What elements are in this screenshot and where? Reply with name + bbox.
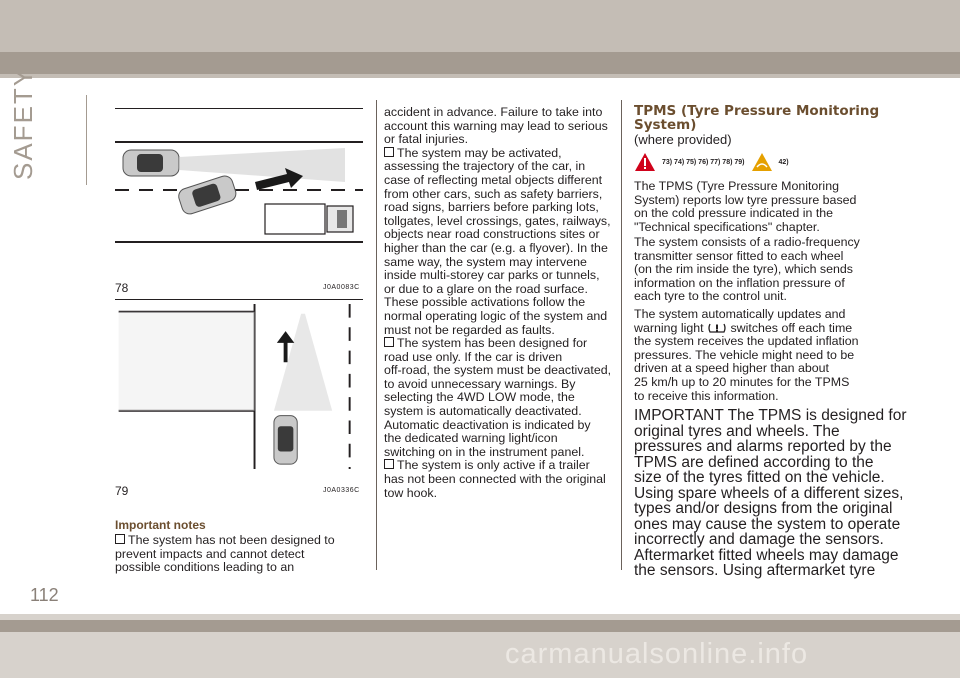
warning-refs-2: 42) [778, 158, 789, 166]
text-line: These possible activations follow the [384, 295, 586, 310]
bullet-checkbox-icon [384, 147, 394, 157]
figure-79-code: J0A0336C [323, 487, 360, 494]
figure-78-illustration [115, 112, 363, 277]
tpms-para-1 [634, 180, 924, 234]
text-line: pressures and alarms reported by the [634, 438, 892, 455]
text-line: tollgates, level crossings, gates, railways, [384, 213, 611, 228]
text-line: Automatic deactivation is indicated by [384, 417, 591, 432]
figure-79-top-rule [115, 299, 363, 300]
section-label-rule [86, 95, 87, 185]
heading-line: TPMS (Tyre Pressure Monitoring [634, 103, 880, 119]
text-line: transmitter sensor fitted to each wheel [634, 248, 844, 263]
warning-triangle-icon [634, 152, 656, 172]
text-line: same way, the system may intervene [384, 254, 587, 269]
text-line: System) reports low tyre pressure based [634, 192, 857, 207]
tpms-heading [634, 104, 924, 132]
text-line: driven at a speed higher than about [634, 361, 829, 376]
figure-79-number: 79 [115, 484, 129, 498]
figure-78-code: J0A0083C [323, 284, 360, 291]
text-line: must not be regarded as faults. [384, 322, 555, 337]
text-line: objects near road constructions sites or [384, 227, 600, 242]
text-line: switching on in the instrument panel. [384, 444, 585, 459]
tpms-para-3 [634, 308, 924, 403]
important-notes-heading: Important notes [115, 518, 206, 532]
text-line: account this warning may lead to serious [384, 118, 608, 133]
figure-78-top-rule [115, 108, 363, 109]
tpms-warning-light-icon [707, 322, 727, 334]
text-line: the dedicated warning light/icon [384, 431, 558, 446]
figure-78-number: 78 [115, 281, 129, 295]
warning-refs-1: 73) 74) 75) 76) 77) 78) 79) [662, 158, 745, 166]
text-line: assessing the trajectory of the car, in [384, 159, 586, 174]
figure-79-illustration [115, 304, 363, 469]
page-number: 112 [30, 585, 59, 605]
bullet-4: The system is only active if a trailer [384, 459, 620, 473]
text-line: case of reflecting metal objects different [384, 172, 603, 187]
warning-references [634, 150, 789, 174]
text-line: the system receives the updated inflation [634, 334, 859, 349]
text-line: road use only. If the car is driven [384, 349, 563, 364]
text-line: 25 km/h up to 20 minutes for the TPMS [634, 374, 850, 389]
text-line: to receive this information. [634, 388, 779, 403]
text-line: Aftermarket fitted wheels may damage [634, 546, 899, 564]
caution-triangle-icon [751, 152, 773, 172]
text-line: off-road, the system must be deactivated, [384, 363, 612, 378]
text-line: road signs, barriers before parking lots, [384, 200, 599, 215]
text-line: Using spare wheels of a different sizes, [634, 484, 904, 502]
text-line: warning light switches off each time [634, 320, 853, 335]
text-line: on the cold pressure indicated in the [634, 206, 834, 221]
text-line: IMPORTANT The TPMS is designed for [634, 407, 907, 424]
text-line: has not been connected with the original [384, 472, 606, 487]
bullet-3: The system has been designed for [384, 337, 620, 351]
text-line: The system automatically updates and [634, 307, 846, 321]
text-line: or due to a glare on the road surface. [384, 281, 588, 296]
text-line: ones may cause the system to operate [634, 515, 901, 533]
top-band-stripe [0, 52, 960, 74]
text-line: each tyre to the control unit. [634, 289, 787, 304]
text-line: system is automatically deactivated. [384, 404, 582, 419]
text-line: pressures. The vehicle might need to be [634, 347, 855, 362]
text-line: size of the tyres fitted on the vehicle. [634, 469, 885, 486]
bullet-1: The system has not been designed to [115, 534, 370, 548]
text-line: from other cars, such as safety barriers, [384, 186, 603, 201]
watermark: carmanualsonline.info [505, 638, 809, 670]
text-line: incorrectly and damage the sensors. [634, 531, 884, 548]
text-line: TPMS are defined according to the [634, 453, 874, 471]
text-line: higher than the car (e.g. a flyover). In the [384, 240, 608, 255]
text-line: possible conditions leading to an [115, 560, 295, 575]
text-line: inside multi-storey car parks or tunnels, [384, 268, 600, 283]
text-line: original tyres and wheels. The [634, 422, 840, 440]
bullet-2: The system may be activated, [384, 147, 620, 161]
column-divider-1 [376, 100, 377, 570]
text-line: information on the inflation pressure of [634, 275, 845, 290]
bullet-checkbox-icon [115, 534, 125, 544]
text-line: The system consists of a radio-frequency [634, 235, 860, 249]
text-line: prevent impacts and cannot detect [115, 546, 305, 561]
tpms-para-2 [634, 236, 924, 304]
text-line: (on the rim inside the tyre), which sends [634, 262, 853, 277]
middle-column-text [384, 106, 620, 500]
text-line: normal operating logic of the system and [384, 308, 608, 323]
text-line: accident in advance. Failure to take into [384, 105, 603, 119]
text-line: types and/or designs from the original [634, 500, 893, 517]
text-line: or fatal injuries. [384, 132, 469, 147]
column-divider-2 [621, 100, 622, 570]
bullet-checkbox-icon [384, 337, 394, 347]
tpms-important-note [634, 408, 924, 579]
section-label: SAFETY [8, 66, 38, 180]
left-column-text [115, 534, 370, 575]
text-line: selecting the 4WD LOW mode, the [384, 390, 575, 405]
heading-line: System) [634, 117, 697, 133]
text-line: tow hook. [384, 485, 438, 500]
text-line: the sensors. Using aftermarket tyre [634, 562, 876, 579]
bullet-checkbox-icon [384, 459, 394, 469]
bottom-band-stripe [0, 620, 960, 632]
text-line: The TPMS (Tyre Pressure Monitoring [634, 179, 839, 193]
where-provided: (where provided) [634, 132, 732, 147]
text-line: "Technical specifications" chapter. [634, 219, 820, 234]
text-line: to avoid unnecessary warnings. By [384, 376, 576, 391]
